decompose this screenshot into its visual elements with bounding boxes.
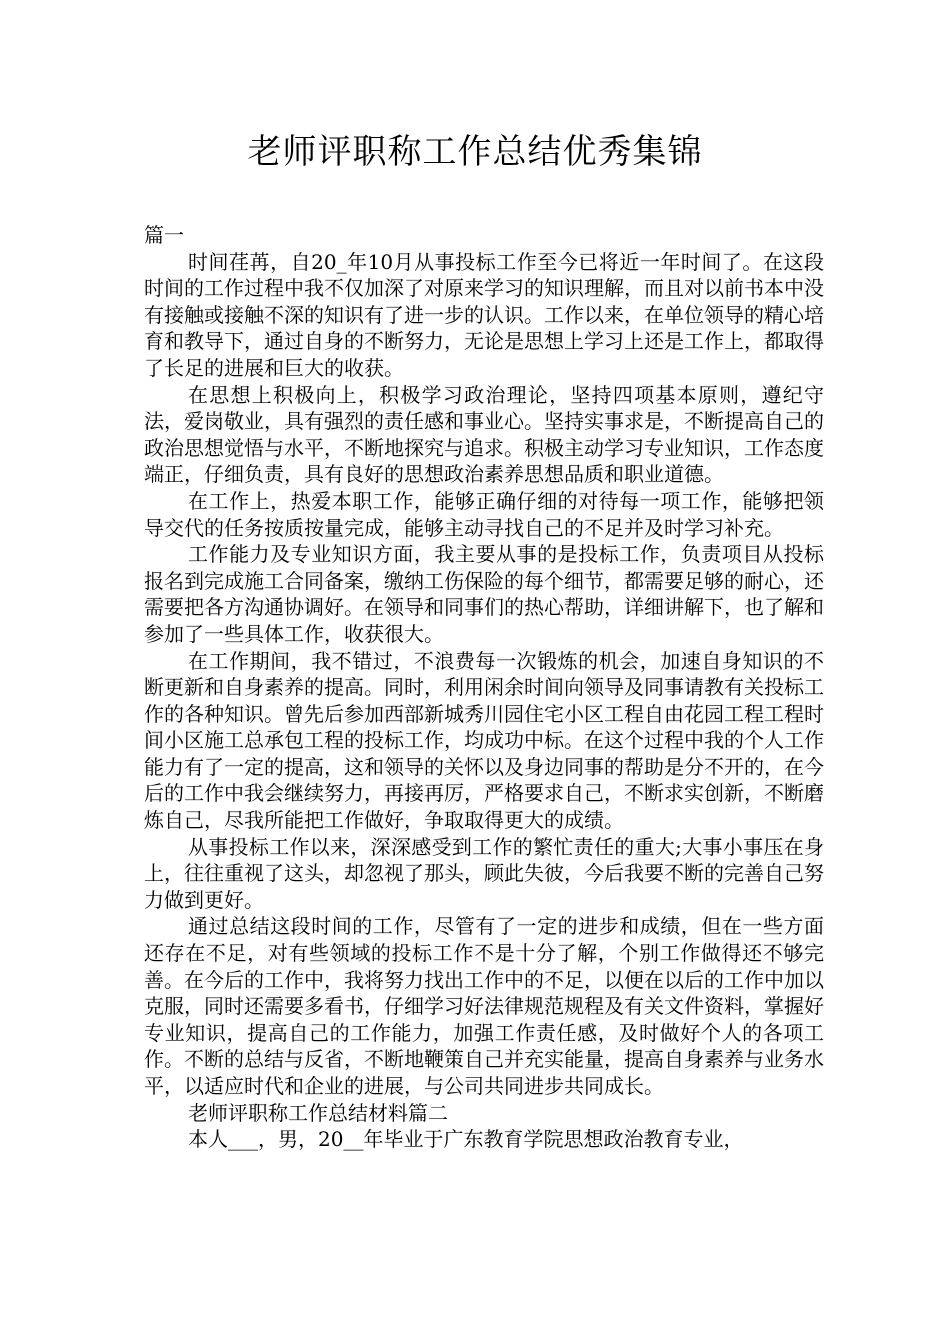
paragraph: 时间荏苒，自20_年10月从事投标工作至今已将近一年时间了。在这段时间的工作过程中我不仅加深了对原来学习的知识理解，而且对以前书本中没有接触或接触不深的知识有了进一步的认识。工作以来，在单位领导的精心培育和教导下，通过自身的不断努力，无论是思想上学习上还是工作上，都取得了长足的进展和巨大的收获。 [144,249,824,380]
paragraph: 在工作期间，我不错过，不浪费每一次锻炼的机会，加速自身知识的不断更新和自身素养的提高。同时，利用闲余时间向领导及同事请教有关投标工作的各种知识。曾先后参加西部新城秀川园住宅小区工程自由花园工程工程时间小区施工总承包工程的投标工作，均成功中标。在这个过程中我的个人工作能力有了一定的提高，这和领导的关怀以及身边同事的帮助是分不开的，在今后的工作中我会继续努力，再接再厉，严格要求自己，不断求实创新，不断磨炼自己，尽我所能把工作做好，争取取得更大的成绩。 [144,648,824,833]
paragraph: 在思想上积极向上，积极学习政治理论，坚持四项基本原则，遵纪守法，爱岗敬业，具有强烈的责任感和事业心。坚持实事求是，不断提高自己的政治思想觉悟与水平，不断地探究与追求。积极主动学习专业知识，工作态度端正，仔细负责，具有良好的思想政治素养思想品质和职业道德。 [144,382,824,487]
paragraph: 通过总结这段时间的工作，尽管有了一定的进步和成绩，但在一些方面还存在不足，对有些领域的投标工作不是十分了解，个别工作做得还不够完善。在今后的工作中，我将努力找出工作中的不足，以便在以后的工作中加以克服，同时还需要多看书，仔细学习好法律规范规程及有关文件资料，掌握好专业知识，提高自己的工作能力，加强工作责任感，及时做好个人的各项工作。不断的总结与反省，不断地鞭策自己并充实能量，提高自身素养与业务水平，以适应时代和企业的进展，与公司共同进步共同成长。 [144,914,824,1098]
paragraph: 在工作上，热爱本职工作，能够正确仔细的对待每一项工作，能够把领导交代的任务按质按量完成，能够主动寻找自己的不足并及时学习补充。 [144,488,824,540]
document-title: 老师评职称工作总结优秀集锦 [247,132,703,172]
section-heading: 老师评职称工作总结材料篇二 [188,1100,448,1125]
section-label: 篇一 [144,223,184,247]
document-body [144,222,824,1153]
paragraph: 工作能力及专业知识方面，我主要从事的是投标工作，负责项目从投标报名到完成施工合同备案，缴纳工伤保险的每个细节，都需要足够的耐心，还需要把各方沟通协调好。在领导和同事们的热心帮助，详细讲解下，也了解和参加了一些具体工作，收获很大。 [144,542,824,646]
paragraph: 从事投标工作以来，深深感受到工作的繁忙责任的重大;大事小事压在身上，往往重视了这头，却忽视了那头，顾此失彼，今后我要不断的完善自己努力做到更好。 [144,834,824,912]
paragraph: 本人___，男，20__年毕业于广东教育学院思想政治教育专业， [188,1127,744,1152]
